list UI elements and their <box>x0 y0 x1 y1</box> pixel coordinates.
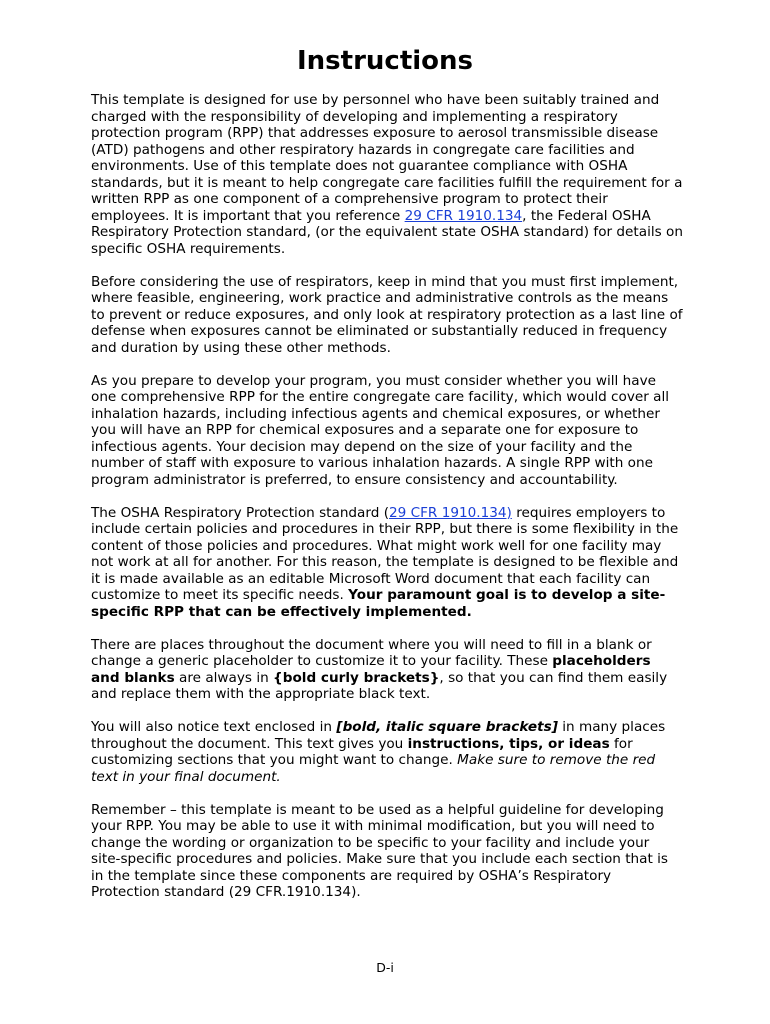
remove-red-text-italic: Make sure to remove the red text in your final document. <box>91 752 656 785</box>
paragraph-instructions-text-c: for customizing sections that you might want to change. <box>91 735 633 768</box>
paragraph-program-scope: As you prepare to develop your program, you must consider whether you will have one comprehensive RPP for the entire congregate care facility, which would cover all inhalation hazards, including infectious agents and chemical exposures, or whether you will have an RPP for chemical exposures and a separate one for exposure to infectious agents. Your decision may depend on the size of your facility and the number of staff with exposure to various inhalation hazards. A single RPP with one program administrator is preferred, to ensure consistency and accountability. <box>91 372 670 488</box>
paragraph-placeholders-text-b: are always in <box>174 669 274 686</box>
cfr-link-2[interactable]: 29 CFR 1910.134) <box>389 504 512 521</box>
paramount-goal-text: Your paramount goal is to develop a site-specific RPP that can be effectively implemented. <box>91 587 666 620</box>
paragraph-intro-text-a: This template is designed for use by personnel who have been suitably trained and charged with the responsibility of developing and implementing a respiratory protection program (RPP) that addresses exposure to aerosol transmissible disease (ATD) pathogens and other respiratory hazards in congregate care facilities and environments. Use of this template does not guarantee compliance with OSHA standards, but it is meant to help congregate care facilities fulfill the requirement for a written RPP as one component of a comprehensive program to protect their employees. It is important that you reference <box>91 92 683 224</box>
paragraph-remember: Remember – this template is meant to be used as a helpful guideline for developing your RPP. You may be able to use it with minimal modification, but you will need to change the wording or organization to be specific to your facility and include your site-specific procedures and policies. Make sure that you include each section that is in the template since these components are required by OSHA’s Respiratory Protection standard (29 CFR.1910.134). <box>91 801 669 900</box>
paragraph-placeholders-text-a: There are places throughout the document where you will need to fill in a blank or change a generic placeholder to customize it to your facility. These <box>91 636 652 669</box>
paragraph-intro-text-b: , the Federal OSHA Respiratory Protection standard, (or the equivalent state OSHA standard) for details on specific OSHA requirements. <box>91 207 683 257</box>
tips-bold-text: instructions, tips, or ideas <box>407 735 610 752</box>
paragraph-placeholders <box>91 637 683 703</box>
page-title: Instructions <box>296 46 474 76</box>
paragraph-instructions-text-a: You will also notice text enclosed in <box>91 719 337 735</box>
paragraph-instructions-text-b: in many places throughout the document. This text gives you <box>91 719 666 752</box>
placeholders-bold-text: placeholders and blanks <box>91 653 651 686</box>
paragraph-standard-text-a: The OSHA Respiratory Protection standard ( <box>91 504 389 521</box>
document-body <box>91 92 683 917</box>
paragraph-controls: Before considering the use of respirators, keep in mind that you must first implement, where feasible, engineering, work practice and administrative controls as the means to prevent or reduce exposures, and only look at respiratory protection as a last line of defense when exposures cannot be eliminated or substantially reduced in frequency and duration by using these other methods. <box>91 273 683 356</box>
paragraph-standard-text-b: requires employers to include certain policies and procedures in their RPP, but there is some flexibility in the content of those policies and procedures. What might work well for one facility may not work at all for another. For this reason, the template is designed to be flexible and it is made available as an editable Microsoft Word document that each facility can customize to meet its specific needs. <box>91 504 679 603</box>
paragraph-instructions <box>91 719 683 785</box>
paragraph-placeholders-text-c: , so that you can find them easily and replace them with the appropriate black text. <box>91 669 668 702</box>
page-number: D-i <box>376 960 394 975</box>
cfr-link[interactable]: 29 CFR 1910.134 <box>404 207 523 224</box>
square-brackets-bold-italic-text: [bold, italic square brackets] <box>336 719 558 735</box>
curly-brackets-bold-text: {bold curly brackets} <box>273 669 440 686</box>
paragraph-standard <box>91 505 683 621</box>
paragraph-intro <box>91 92 683 257</box>
